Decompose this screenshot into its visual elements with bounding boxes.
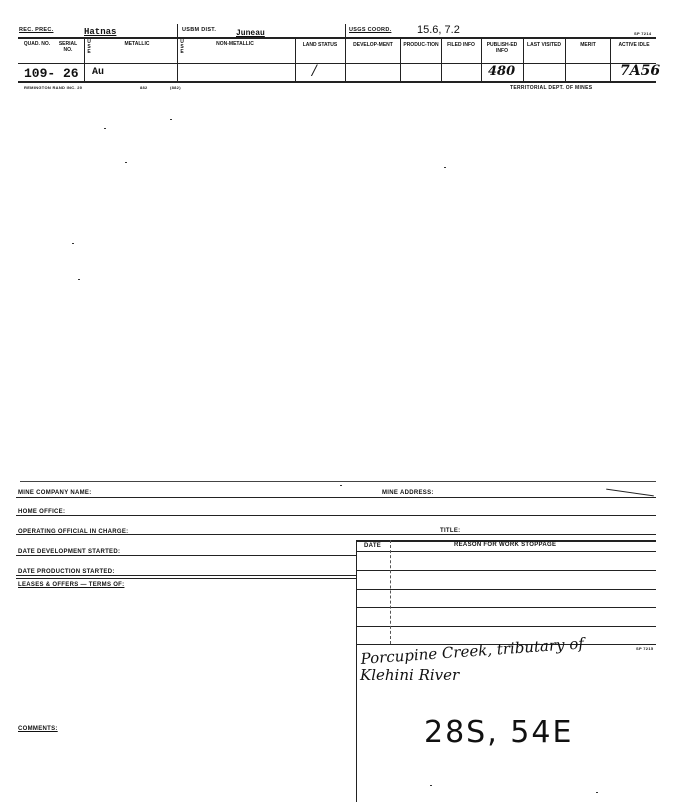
development-label: DEVELOP-MENT [353, 42, 393, 48]
usgs-coord-label: USGS COORD. [349, 27, 392, 33]
use-code-label-metallic: U S E [87, 39, 91, 55]
published-info-value: 480 [488, 64, 516, 79]
published-info-label: PUBLISH-ED INFO [486, 42, 518, 54]
home-office-label: HOME OFFICE: [18, 509, 66, 515]
metallic-label: METALLIC [124, 41, 150, 47]
land-status-value: / [312, 63, 317, 79]
usbm-dist-value: Juneau [236, 29, 265, 38]
production-label: PRODUC-TION [403, 42, 439, 48]
printer-code-2: (882) [170, 85, 181, 90]
department-label: TERRITORIAL DEPT. OF MINES [510, 85, 593, 91]
printer-line: REMINGTON RAND INC. 20 [24, 85, 83, 90]
form-number-2: SP 7215 [636, 646, 654, 651]
serial-no-label: SERIAL NO. [58, 41, 78, 53]
use-code-label-nonmetallic: U S E [180, 39, 184, 55]
mine-company-name-label: MINE COMPANY NAME: [18, 490, 92, 496]
active-idle-label: ACTIVE IDLE [618, 42, 650, 48]
filed-info-label: FILED INFO [447, 42, 475, 48]
rec-prec-label: REC. PREC. [19, 27, 54, 33]
usgs-coord-value: 15.6, 7.2 [417, 24, 460, 36]
quad-no-label: QUAD. NO. [23, 41, 51, 47]
title-label: TITLE: [440, 528, 461, 534]
printer-code-1: 882 [140, 85, 148, 90]
handwritten-location-line-2: Klehini River [360, 666, 460, 684]
reason-column-label: REASON FOR WORK STOPPAGE [454, 542, 557, 548]
pen-stroke [606, 489, 654, 497]
quad-serial-value: 109- 26 [24, 66, 79, 81]
handwritten-location-line-1: Porcupine Creek, tributary of [360, 634, 585, 668]
date-production-label: DATE PRODUCTION STARTED: [18, 569, 115, 575]
handwritten-coordinate: 28S, 54E [424, 715, 574, 750]
comments-label: COMMENTS: [18, 726, 58, 732]
nonmetallic-label: NON-METALLIC [216, 41, 254, 47]
rec-prec-value: Hatnas [84, 27, 117, 37]
operating-official-label: OPERATING OFFICIAL IN CHARGE: [18, 529, 129, 535]
date-column-label: DATE [364, 543, 382, 549]
metallic-value: Au [92, 67, 105, 78]
last-visited-label: LAST VISITED [527, 42, 561, 48]
date-development-label: DATE DEVELOPMENT STARTED: [18, 549, 121, 555]
merit-label: MERIT [580, 42, 596, 48]
leases-label: LEASES & OFFERS — TERMS OF: [18, 582, 125, 588]
active-idle-value: 7A56 [620, 63, 661, 79]
form-number: SP 7214 [634, 31, 652, 36]
usbm-dist-label: USBM DIST. [182, 27, 217, 33]
mine-address-label: MINE ADDRESS: [382, 490, 434, 496]
land-status-label: LAND STATUS [302, 42, 338, 48]
